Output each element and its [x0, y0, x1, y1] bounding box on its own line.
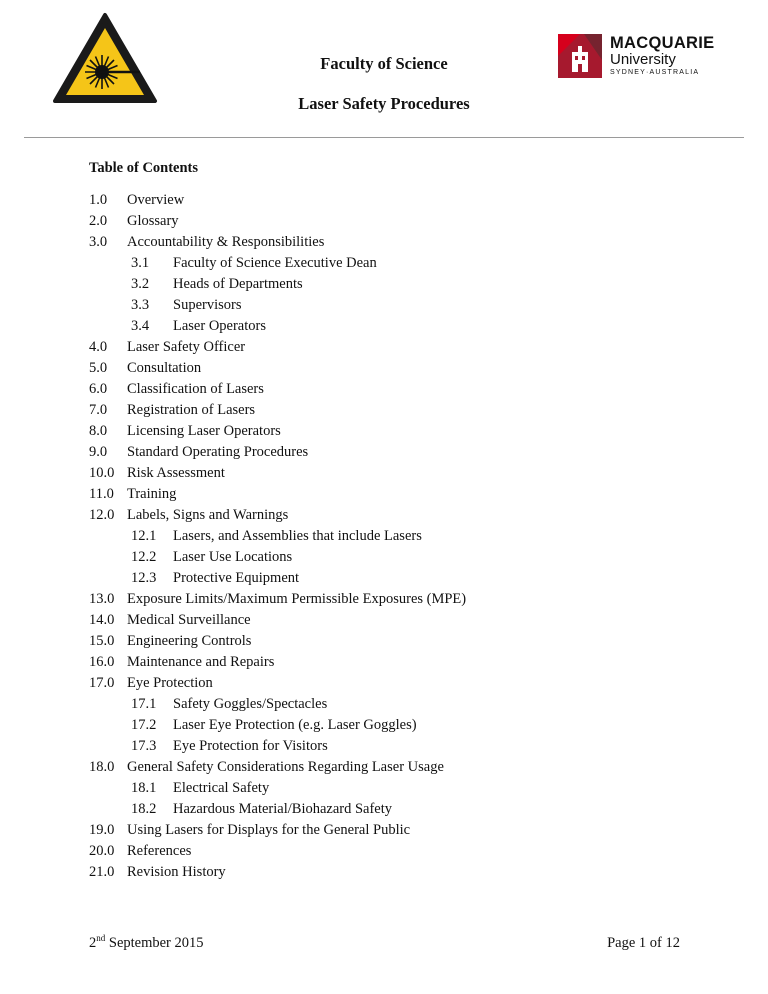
toc-item [89, 631, 466, 652]
toc-item-number: 7.0 [89, 402, 108, 418]
toc-item [89, 778, 466, 799]
toc-item [89, 379, 466, 400]
toc-item-number: 12.0 [89, 507, 115, 523]
toc-item-label: Glossary [127, 213, 179, 229]
toc-item [89, 337, 466, 358]
toc-item-label: Laser Operators [173, 318, 266, 334]
toc-item-label: General Safety Considerations Regarding Laser Usage [127, 759, 444, 775]
toc-item [89, 757, 466, 778]
toc-item-number: 4.0 [89, 339, 108, 355]
toc-item-label: Safety Goggles/Spectacles [173, 696, 328, 712]
toc-item-label: Protective Equipment [173, 570, 300, 586]
toc-item-number: 3.4 [131, 318, 150, 334]
university-crest-icon [558, 34, 602, 78]
logo-university: University [610, 51, 676, 68]
toc-item-label: Eye Protection [127, 675, 213, 691]
logo-location: SYDNEY·AUSTRALIA [610, 69, 700, 76]
toc-item-number: 8.0 [89, 423, 108, 439]
toc-item [89, 421, 466, 442]
toc-item-number: 17.3 [131, 738, 157, 754]
toc-item-number: 14.0 [89, 612, 115, 628]
toc-item [89, 736, 466, 757]
toc-item-label: Hazardous Material/Biohazard Safety [173, 801, 393, 817]
toc-item-number: 5.0 [89, 360, 108, 376]
toc-item-label: Overview [127, 192, 185, 208]
toc-item-label: References [127, 843, 192, 859]
toc-item-label: Risk Assessment [127, 465, 225, 481]
toc-item [89, 589, 466, 610]
toc-item-label: Lasers, and Assemblies that include Lasers [173, 528, 422, 544]
toc-item-label: Electrical Safety [173, 780, 270, 796]
header-divider [24, 137, 744, 138]
toc-item [89, 253, 466, 274]
toc-item-label: Training [127, 486, 177, 502]
toc-item-label: Maintenance and Repairs [127, 654, 275, 670]
toc-item [89, 442, 466, 463]
footer-date-rest: September 2015 [105, 935, 204, 951]
toc-item-number: 3.0 [89, 234, 108, 250]
toc-item [89, 820, 466, 841]
toc-item [89, 526, 466, 547]
toc-item [89, 862, 466, 883]
toc-item-label: Licensing Laser Operators [127, 423, 281, 439]
toc-item-number: 12.3 [131, 570, 157, 586]
toc-item-label: Classification of Lasers [127, 381, 264, 397]
toc-item-label: Supervisors [173, 297, 242, 313]
toc-item-label: Labels, Signs and Warnings [127, 507, 289, 523]
toc-item [89, 316, 466, 337]
footer-date-day: 2 [89, 935, 97, 951]
toc-item-number: 18.0 [89, 759, 115, 775]
toc-item-label: Medical Surveillance [127, 612, 251, 628]
toc-item-number: 19.0 [89, 822, 115, 838]
toc-item [89, 715, 466, 736]
toc-item-number: 3.1 [131, 255, 150, 271]
toc-item-label: Registration of Lasers [127, 402, 256, 418]
faculty-title: Faculty of Science [320, 54, 448, 73]
toc-item [89, 232, 466, 253]
toc-item-number: 20.0 [89, 843, 115, 859]
toc-item-label: Consultation [127, 360, 202, 376]
toc-item-number: 3.3 [131, 297, 150, 313]
toc-item [89, 463, 466, 484]
toc-item-label: Exposure Limits/Maximum Permissible Exposures (MPE) [127, 591, 467, 607]
toc-item [89, 547, 466, 568]
toc-item [89, 841, 466, 862]
toc-item-number: 17.0 [89, 675, 115, 691]
toc-item-label: Laser Eye Protection (e.g. Laser Goggles) [173, 717, 417, 733]
toc-item-label: Laser Safety Officer [127, 339, 246, 355]
toc-item-number: 10.0 [89, 465, 115, 481]
toc-item [89, 211, 466, 232]
page-number: Page 1 of 12 [607, 935, 680, 951]
logo-name: MACQUARIE [610, 34, 715, 52]
toc-item [89, 673, 466, 694]
footer-date-suffix: nd [96, 933, 106, 944]
toc-item-label: Standard Operating Procedures [127, 444, 309, 460]
toc-item-number: 15.0 [89, 633, 115, 649]
toc-heading: Table of Contents [89, 160, 199, 176]
toc-item-number: 6.0 [89, 381, 108, 397]
toc-item-label: Engineering Controls [127, 633, 252, 649]
toc-item-number: 17.2 [131, 717, 157, 733]
toc-item-number: 1.0 [89, 192, 108, 208]
toc-item-number: 2.0 [89, 213, 108, 229]
toc-item-label: Accountability & Responsibilities [127, 234, 325, 250]
toc-item-label: Using Lasers for Displays for the General Public [127, 822, 411, 838]
toc-item-number: 13.0 [89, 591, 115, 607]
toc-item-number: 18.1 [131, 780, 157, 796]
footer-date [89, 935, 204, 952]
toc-item-number: 12.2 [131, 549, 157, 565]
toc-item [89, 505, 466, 526]
toc-item [89, 568, 466, 589]
toc-item [89, 358, 466, 379]
toc-item-label: Heads of Departments [173, 276, 303, 292]
toc-item-number: 21.0 [89, 864, 115, 880]
toc-item [89, 484, 466, 505]
toc-item-number: 9.0 [89, 444, 108, 460]
toc-item-number: 16.0 [89, 654, 115, 670]
document-title: Laser Safety Procedures [298, 94, 470, 113]
toc-item-number: 17.1 [131, 696, 157, 712]
toc-item-label: Eye Protection for Visitors [173, 738, 328, 754]
toc-item [89, 400, 466, 421]
toc-item [89, 295, 466, 316]
toc-item [89, 274, 466, 295]
toc-item [89, 694, 466, 715]
toc-item [89, 190, 466, 211]
toc-item-number: 12.1 [131, 528, 157, 544]
toc-list [89, 190, 466, 883]
toc-item-number: 18.2 [131, 801, 157, 817]
toc-item-label: Revision History [127, 864, 226, 880]
toc-item [89, 652, 466, 673]
toc-item-number: 3.2 [131, 276, 150, 292]
university-logo [558, 34, 723, 80]
toc-item-label: Laser Use Locations [173, 549, 293, 565]
toc-item [89, 799, 466, 820]
toc-item-number: 11.0 [89, 486, 114, 502]
toc-item-label: Faculty of Science Executive Dean [173, 255, 377, 271]
toc-item [89, 610, 466, 631]
